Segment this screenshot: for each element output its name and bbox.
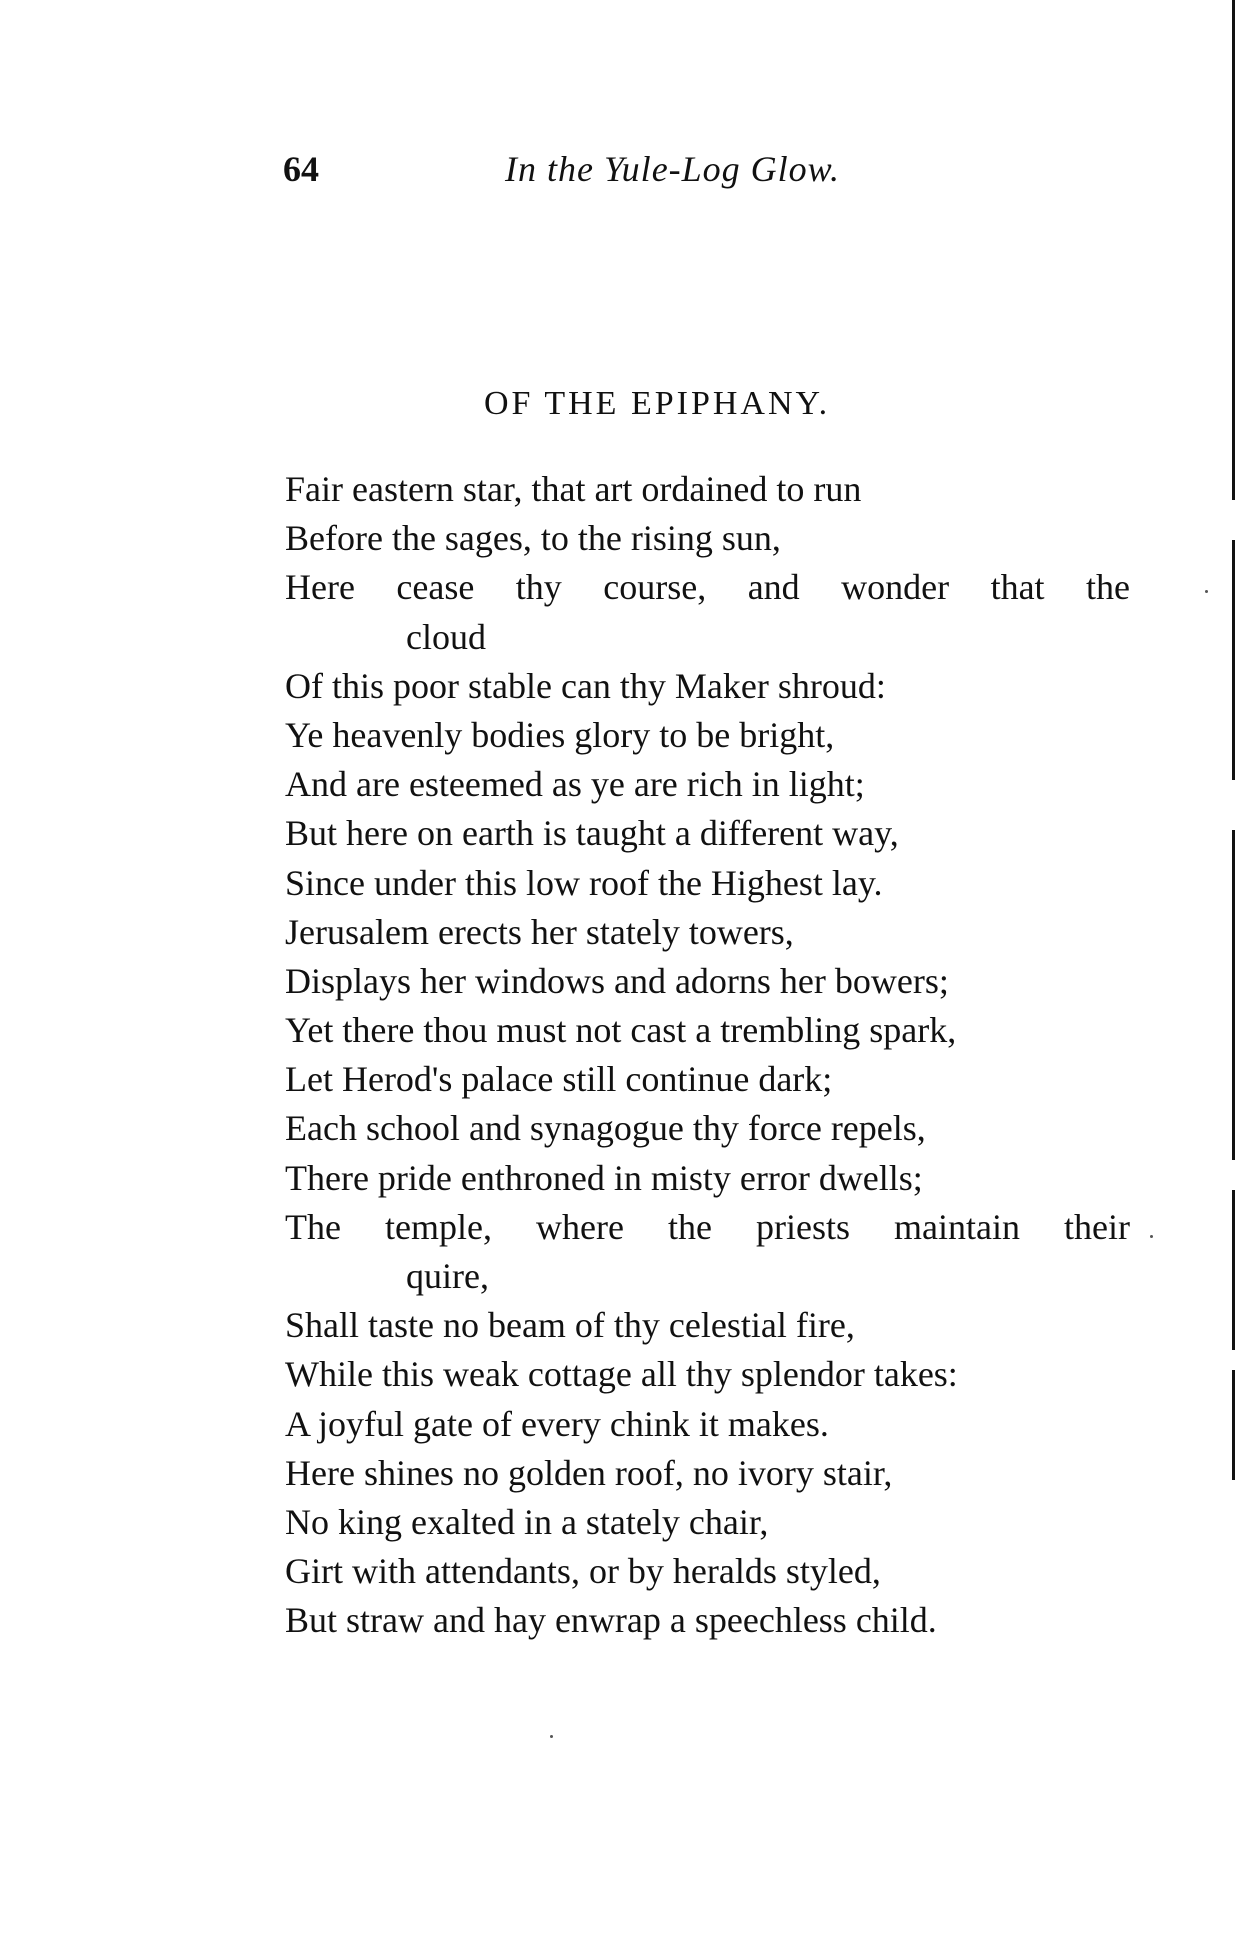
poem-line: quire, bbox=[406, 1256, 489, 1296]
poem-line: Let Herod's palace still continue dark; bbox=[285, 1059, 833, 1100]
poem-line: Here cease thy course, and wonder that the bbox=[285, 567, 1130, 608]
page-edge-rule bbox=[1232, 540, 1235, 780]
poem-line: Before the sages, to the rising sun, bbox=[285, 518, 781, 559]
page-number: 64 bbox=[283, 149, 319, 189]
poem-line: Fair eastern star, that art ordained to run bbox=[285, 469, 862, 509]
poem-line: But straw and hay enwrap a speechless child. bbox=[285, 1600, 937, 1641]
poem-line: Each school and synagogue thy force repels, bbox=[285, 1108, 926, 1149]
poem-line: cloud bbox=[406, 616, 486, 657]
poem-line: And are esteemed as ye are rich in light; bbox=[285, 764, 865, 805]
poem-line: There pride enthroned in misty error dwells; bbox=[285, 1157, 923, 1198]
scan-speck bbox=[1205, 590, 1208, 593]
poem-line: Yet there thou must not cast a trembling spark, bbox=[285, 1010, 957, 1051]
scan-speck bbox=[1150, 1235, 1153, 1238]
poem-line: A joyful gate of every chink it makes. bbox=[285, 1403, 829, 1444]
poem-line: The temple, where the priests maintain their bbox=[285, 1206, 1130, 1247]
poem-line: Displays her windows and adorns her bowers; bbox=[285, 960, 949, 1001]
scan-speck bbox=[550, 1735, 553, 1738]
page-edge-rule bbox=[1232, 830, 1235, 1160]
poem-title: OF THE EPIPHANY. bbox=[484, 385, 831, 422]
poem-line: Here shines no golden roof, no ivory stair, bbox=[285, 1452, 893, 1493]
poem-body bbox=[285, 465, 1130, 1646]
poem-line: Shall taste no beam of thy celestial fire, bbox=[285, 1305, 855, 1346]
poem-line: Ye heavenly bodies glory to be bright, bbox=[285, 714, 835, 755]
page-edge-rule bbox=[1232, 1370, 1235, 1480]
poem-line: Jerusalem erects her stately towers, bbox=[285, 911, 794, 952]
poem-line: Girt with attendants, or by heralds styled, bbox=[285, 1551, 881, 1592]
page-edge-rule bbox=[1232, 0, 1235, 500]
poem-line: While this weak cottage all thy splendor takes: bbox=[285, 1354, 958, 1395]
poem-line: But here on earth is taught a different way, bbox=[285, 813, 899, 854]
running-title: In the Yule-Log Glow. bbox=[505, 149, 841, 189]
poem-line: Since under this low roof the Highest lay. bbox=[285, 862, 883, 903]
page-edge-rule bbox=[1232, 1190, 1235, 1350]
poem-line: Of this poor stable can thy Maker shroud: bbox=[285, 665, 886, 706]
poem-line: No king exalted in a stately chair, bbox=[285, 1501, 769, 1542]
